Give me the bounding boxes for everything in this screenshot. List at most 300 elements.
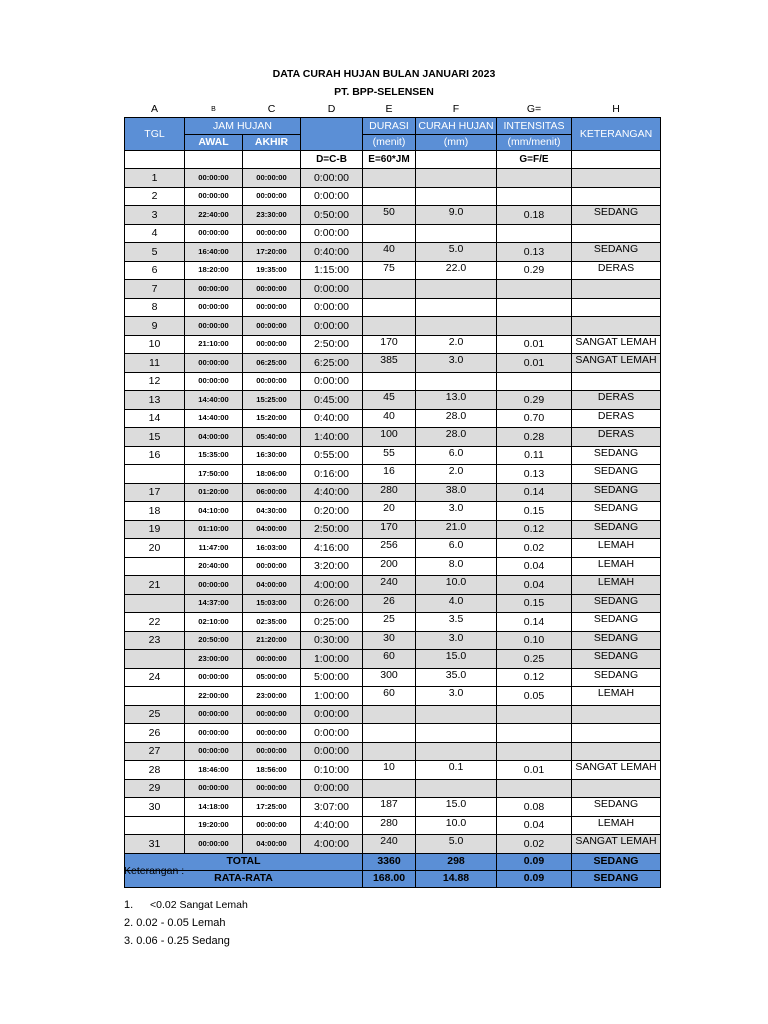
cell-durasi-jam: 0:00:00 [301, 169, 363, 188]
cell-akhir: 15:20:00 [243, 409, 301, 428]
cell-curah-hujan [416, 705, 497, 724]
header-curah-hujan: CURAH HUJAN [416, 118, 497, 135]
cell-durasi: 55 [363, 446, 416, 465]
cell-intensitas: 0.02 [497, 539, 572, 558]
legend-item-1-text: <0.02 Sangat Lemah [150, 899, 248, 911]
cell-akhir: 00:00:00 [243, 224, 301, 243]
cell-durasi: 187 [363, 798, 416, 817]
cell-keterangan: SEDANG [572, 446, 661, 465]
cell-intensitas [497, 779, 572, 798]
cell-curah-hujan: 9.0 [416, 206, 497, 225]
cell-durasi-jam: 5:00:00 [301, 668, 363, 687]
cell-curah-hujan: 15.0 [416, 650, 497, 669]
cell-akhir: 00:00:00 [243, 187, 301, 206]
cell-curah-hujan: 22.0 [416, 261, 497, 280]
total-keterangan: SEDANG [572, 853, 661, 870]
cell-intensitas: 0.01 [497, 354, 572, 373]
cell-durasi: 45 [363, 391, 416, 410]
cell-keterangan: SEDANG [572, 594, 661, 613]
cell-durasi: 26 [363, 594, 416, 613]
cell-awal: 00:00:00 [185, 224, 243, 243]
cell-curah-hujan: 2.0 [416, 465, 497, 484]
cell-keterangan: SEDANG [572, 502, 661, 521]
cell-durasi: 30 [363, 631, 416, 650]
legend-item-2: 2. 0.02 - 0.05 Lemah [124, 917, 226, 929]
cell-tgl: 8 [125, 298, 185, 317]
cell-tgl [125, 687, 185, 706]
formula-row [125, 151, 661, 169]
table-row [125, 650, 661, 669]
cell-tgl: 11 [125, 354, 185, 373]
cell-awal: 00:00:00 [185, 354, 243, 373]
cell-tgl: 18 [125, 502, 185, 521]
cell-intensitas: 0.04 [497, 557, 572, 576]
cell-curah-hujan [416, 317, 497, 336]
total-row [125, 853, 661, 870]
cell-curah-hujan [416, 169, 497, 188]
cell-durasi-jam: 4:00:00 [301, 835, 363, 854]
cell-durasi-jam: 0:55:00 [301, 446, 363, 465]
cell-akhir: 00:00:00 [243, 779, 301, 798]
cell-tgl: 23 [125, 631, 185, 650]
header-blank [301, 118, 363, 135]
cell-durasi-jam: 0:00:00 [301, 187, 363, 206]
cell-tgl: 20 [125, 539, 185, 558]
cell-intensitas: 0.11 [497, 446, 572, 465]
column-letter: C [267, 103, 276, 116]
cell-intensitas: 0.01 [497, 335, 572, 354]
cell-awal: 00:00:00 [185, 169, 243, 188]
cell-durasi-jam: 4:40:00 [301, 483, 363, 502]
cell-curah-hujan: 15.0 [416, 798, 497, 817]
cell-awal: 11:47:00 [185, 539, 243, 558]
cell-durasi-jam: 0:00:00 [301, 724, 363, 743]
cell-awal: 22:00:00 [185, 687, 243, 706]
cell-intensitas: 0.08 [497, 798, 572, 817]
cell-awal: 16:40:00 [185, 243, 243, 262]
cell-keterangan: LEMAH [572, 687, 661, 706]
cell-akhir: 16:30:00 [243, 446, 301, 465]
cell-awal: 00:00:00 [185, 742, 243, 761]
cell-durasi: 20 [363, 502, 416, 521]
cell-awal: 20:50:00 [185, 631, 243, 650]
cell-tgl [125, 465, 185, 484]
cell-intensitas: 0.13 [497, 465, 572, 484]
cell-akhir: 00:00:00 [243, 335, 301, 354]
cell-curah-hujan [416, 280, 497, 299]
legend-heading: Keterangan : [124, 865, 185, 877]
cell-keterangan [572, 169, 661, 188]
cell-keterangan: SEDANG [572, 798, 661, 817]
cell-curah-hujan: 4.0 [416, 594, 497, 613]
cell-tgl: 13 [125, 391, 185, 410]
header-keterangan: KETERANGAN [572, 118, 661, 151]
cell-curah-hujan: 35.0 [416, 668, 497, 687]
cell-durasi [363, 317, 416, 336]
cell-durasi-jam: 0:25:00 [301, 613, 363, 632]
cell-curah-hujan: 6.0 [416, 446, 497, 465]
cell-durasi-jam: 0:00:00 [301, 705, 363, 724]
formula-d: D=C-B [301, 151, 363, 169]
cell-intensitas [497, 724, 572, 743]
column-letter: D [327, 103, 336, 116]
header-tgl: TGL [125, 118, 185, 151]
header-awal: AWAL [185, 135, 243, 151]
cell-tgl: 2 [125, 187, 185, 206]
cell-akhir: 06:25:00 [243, 354, 301, 373]
cell-keterangan: SEDANG [572, 668, 661, 687]
column-letter: B [211, 106, 216, 113]
cell-tgl: 22 [125, 613, 185, 632]
cell-intensitas [497, 705, 572, 724]
cell-curah-hujan [416, 187, 497, 206]
cell-keterangan [572, 705, 661, 724]
cell-curah-hujan: 10.0 [416, 576, 497, 595]
cell-akhir: 23:30:00 [243, 206, 301, 225]
cell-akhir: 21:20:00 [243, 631, 301, 650]
cell-awal: 01:10:00 [185, 520, 243, 539]
cell-curah-hujan: 5.0 [416, 835, 497, 854]
rainfall-table [124, 102, 661, 888]
total-label: TOTAL [125, 853, 363, 870]
table-row [125, 779, 661, 798]
header-intensitas: INTENSITAS [497, 118, 572, 135]
cell-curah-hujan: 2.0 [416, 335, 497, 354]
cell-awal: 22:40:00 [185, 206, 243, 225]
cell-keterangan [572, 224, 661, 243]
cell-durasi-jam: 0:40:00 [301, 409, 363, 428]
header-jam-hujan: JAM HUJAN [185, 118, 301, 135]
cell-awal: 14:40:00 [185, 391, 243, 410]
table-row [125, 483, 661, 502]
cell-durasi: 280 [363, 483, 416, 502]
header-blank [301, 135, 363, 151]
legend-item-3: 3. 0.06 - 0.25 Sedang [124, 935, 230, 947]
table-row [125, 798, 661, 817]
column-letters-row [125, 102, 661, 118]
cell-durasi-jam: 6:25:00 [301, 354, 363, 373]
table-row [125, 354, 661, 373]
cell-curah-hujan: 21.0 [416, 520, 497, 539]
cell-akhir: 00:00:00 [243, 280, 301, 299]
cell-curah-hujan: 13.0 [416, 391, 497, 410]
cell-keterangan: SANGAT LEMAH [572, 354, 661, 373]
cell-akhir: 23:00:00 [243, 687, 301, 706]
cell-akhir: 15:03:00 [243, 594, 301, 613]
formula-blank [185, 151, 243, 169]
table-row [125, 169, 661, 188]
cell-tgl: 3 [125, 206, 185, 225]
cell-curah-hujan: 3.0 [416, 354, 497, 373]
cell-curah-hujan [416, 724, 497, 743]
cell-awal: 01:20:00 [185, 483, 243, 502]
cell-akhir: 04:00:00 [243, 835, 301, 854]
cell-akhir: 05:40:00 [243, 428, 301, 447]
cell-awal: 18:46:00 [185, 761, 243, 780]
cell-awal: 19:20:00 [185, 816, 243, 835]
cell-intensitas [497, 280, 572, 299]
table-row [125, 206, 661, 225]
cell-akhir: 00:00:00 [243, 557, 301, 576]
cell-awal: 18:20:00 [185, 261, 243, 280]
cell-keterangan [572, 317, 661, 336]
cell-akhir: 02:35:00 [243, 613, 301, 632]
cell-intensitas: 0.04 [497, 816, 572, 835]
cell-durasi: 100 [363, 428, 416, 447]
cell-durasi-jam: 1:00:00 [301, 650, 363, 669]
cell-akhir: 00:00:00 [243, 372, 301, 391]
cell-intensitas [497, 317, 572, 336]
table-row [125, 557, 661, 576]
cell-durasi: 60 [363, 650, 416, 669]
table-row [125, 594, 661, 613]
cell-akhir: 04:00:00 [243, 576, 301, 595]
cell-awal: 21:10:00 [185, 335, 243, 354]
cell-durasi: 40 [363, 409, 416, 428]
table-row [125, 576, 661, 595]
cell-tgl: 26 [125, 724, 185, 743]
table-row [125, 446, 661, 465]
cell-durasi [363, 280, 416, 299]
cell-keterangan: LEMAH [572, 557, 661, 576]
cell-durasi-jam: 0:00:00 [301, 317, 363, 336]
cell-durasi: 16 [363, 465, 416, 484]
cell-durasi-jam: 0:16:00 [301, 465, 363, 484]
cell-intensitas [497, 224, 572, 243]
cell-keterangan [572, 742, 661, 761]
cell-keterangan: SEDANG [572, 520, 661, 539]
cell-intensitas: 0.15 [497, 594, 572, 613]
cell-keterangan: SEDANG [572, 631, 661, 650]
total-intensitas: 0.09 [497, 853, 572, 870]
table-row [125, 298, 661, 317]
cell-tgl: 19 [125, 520, 185, 539]
header-durasi-unit: (menit) [363, 135, 416, 151]
cell-awal: 00:00:00 [185, 779, 243, 798]
table-row [125, 372, 661, 391]
cell-durasi-jam: 0:50:00 [301, 206, 363, 225]
cell-tgl: 7 [125, 280, 185, 299]
average-durasi: 168.00 [363, 870, 416, 887]
cell-intensitas: 0.28 [497, 428, 572, 447]
cell-curah-hujan [416, 372, 497, 391]
table-row [125, 187, 661, 206]
cell-durasi [363, 169, 416, 188]
total-curah: 298 [416, 853, 497, 870]
table-row [125, 409, 661, 428]
cell-intensitas: 0.29 [497, 261, 572, 280]
cell-curah-hujan: 3.5 [416, 613, 497, 632]
cell-akhir: 00:00:00 [243, 650, 301, 669]
cell-tgl: 14 [125, 409, 185, 428]
cell-durasi-jam: 3:20:00 [301, 557, 363, 576]
cell-intensitas [497, 372, 572, 391]
table-row [125, 687, 661, 706]
cell-akhir: 00:00:00 [243, 169, 301, 188]
header-row [125, 118, 661, 135]
document-title: DATA CURAH HUJAN BULAN JANUARI 2023 [272, 68, 496, 80]
cell-intensitas [497, 187, 572, 206]
average-intensitas: 0.09 [497, 870, 572, 887]
data-rows [125, 169, 661, 854]
table-row [125, 613, 661, 632]
cell-durasi: 240 [363, 835, 416, 854]
cell-durasi [363, 224, 416, 243]
cell-intensitas: 0.02 [497, 835, 572, 854]
cell-tgl: 9 [125, 317, 185, 336]
cell-durasi: 50 [363, 206, 416, 225]
cell-durasi: 25 [363, 613, 416, 632]
header-durasi: DURASI [363, 118, 416, 135]
cell-intensitas [497, 298, 572, 317]
cell-curah-hujan [416, 298, 497, 317]
cell-curah-hujan: 28.0 [416, 409, 497, 428]
cell-durasi [363, 372, 416, 391]
cell-durasi-jam: 4:16:00 [301, 539, 363, 558]
cell-durasi [363, 724, 416, 743]
cell-curah-hujan [416, 742, 497, 761]
cell-durasi-jam: 0:30:00 [301, 631, 363, 650]
table-row [125, 761, 661, 780]
cell-durasi-jam: 4:40:00 [301, 816, 363, 835]
cell-keterangan: SANGAT LEMAH [572, 335, 661, 354]
cell-awal: 14:37:00 [185, 594, 243, 613]
cell-tgl [125, 816, 185, 835]
column-letter: G= [526, 103, 542, 116]
cell-awal: 15:35:00 [185, 446, 243, 465]
cell-tgl: 30 [125, 798, 185, 817]
cell-tgl: 5 [125, 243, 185, 262]
cell-tgl [125, 650, 185, 669]
cell-curah-hujan [416, 779, 497, 798]
average-curah: 14.88 [416, 870, 497, 887]
cell-intensitas [497, 742, 572, 761]
cell-durasi-jam: 0:00:00 [301, 298, 363, 317]
cell-keterangan [572, 724, 661, 743]
table-row [125, 391, 661, 410]
cell-tgl: 25 [125, 705, 185, 724]
cell-keterangan: SANGAT LEMAH [572, 835, 661, 854]
cell-intensitas: 0.04 [497, 576, 572, 595]
table-row [125, 724, 661, 743]
cell-durasi: 300 [363, 668, 416, 687]
cell-durasi: 170 [363, 520, 416, 539]
table-row [125, 539, 661, 558]
cell-awal: 00:00:00 [185, 668, 243, 687]
cell-keterangan [572, 280, 661, 299]
cell-awal: 00:00:00 [185, 187, 243, 206]
cell-intensitas [497, 169, 572, 188]
cell-awal: 23:00:00 [185, 650, 243, 669]
cell-intensitas: 0.29 [497, 391, 572, 410]
cell-akhir: 17:25:00 [243, 798, 301, 817]
cell-akhir: 00:00:00 [243, 816, 301, 835]
cell-tgl: 21 [125, 576, 185, 595]
cell-tgl: 31 [125, 835, 185, 854]
cell-durasi-jam: 1:15:00 [301, 261, 363, 280]
cell-tgl: 16 [125, 446, 185, 465]
cell-intensitas: 0.70 [497, 409, 572, 428]
table-row [125, 631, 661, 650]
cell-awal: 00:00:00 [185, 576, 243, 595]
cell-akhir: 00:00:00 [243, 298, 301, 317]
cell-curah-hujan [416, 224, 497, 243]
cell-keterangan: SEDANG [572, 650, 661, 669]
table-row [125, 465, 661, 484]
table-row [125, 224, 661, 243]
cell-akhir: 06:00:00 [243, 483, 301, 502]
cell-tgl: 17 [125, 483, 185, 502]
table-row [125, 705, 661, 724]
cell-durasi-jam: 0:26:00 [301, 594, 363, 613]
column-letter: A [150, 103, 158, 116]
cell-curah-hujan: 28.0 [416, 428, 497, 447]
cell-curah-hujan: 8.0 [416, 557, 497, 576]
cell-keterangan [572, 187, 661, 206]
cell-durasi-jam: 1:00:00 [301, 687, 363, 706]
cell-akhir: 04:00:00 [243, 520, 301, 539]
cell-curah-hujan: 3.0 [416, 631, 497, 650]
column-letter: H [612, 103, 620, 116]
average-keterangan: SEDANG [572, 870, 661, 887]
legend-item-1-number: 1. [124, 899, 134, 911]
cell-tgl: 24 [125, 668, 185, 687]
cell-akhir: 17:20:00 [243, 243, 301, 262]
cell-awal: 00:00:00 [185, 298, 243, 317]
cell-tgl: 6 [125, 261, 185, 280]
cell-keterangan: DERAS [572, 261, 661, 280]
cell-keterangan [572, 298, 661, 317]
header-curah-unit: (mm) [416, 135, 497, 151]
cell-keterangan [572, 372, 661, 391]
table-row [125, 261, 661, 280]
cell-durasi [363, 705, 416, 724]
cell-awal: 17:50:00 [185, 465, 243, 484]
cell-awal: 00:00:00 [185, 705, 243, 724]
cell-durasi [363, 187, 416, 206]
cell-keterangan: LEMAH [572, 539, 661, 558]
cell-tgl: 27 [125, 742, 185, 761]
cell-durasi: 75 [363, 261, 416, 280]
table-row [125, 428, 661, 447]
cell-keterangan: SEDANG [572, 613, 661, 632]
cell-akhir: 00:00:00 [243, 724, 301, 743]
cell-durasi-jam: 2:50:00 [301, 335, 363, 354]
header-intensitas-unit: (mm/menit) [497, 135, 572, 151]
cell-akhir: 18:06:00 [243, 465, 301, 484]
cell-durasi-jam: 0:00:00 [301, 372, 363, 391]
cell-durasi-jam: 0:00:00 [301, 224, 363, 243]
cell-durasi-jam: 2:50:00 [301, 520, 363, 539]
cell-keterangan: DERAS [572, 409, 661, 428]
table-row [125, 335, 661, 354]
table-row [125, 520, 661, 539]
cell-curah-hujan: 10.0 [416, 816, 497, 835]
cell-durasi-jam: 0:40:00 [301, 243, 363, 262]
cell-intensitas: 0.14 [497, 613, 572, 632]
cell-akhir: 04:30:00 [243, 502, 301, 521]
table-row [125, 317, 661, 336]
formula-g: G=F/E [497, 151, 572, 169]
cell-intensitas: 0.15 [497, 502, 572, 521]
formula-blank [416, 151, 497, 169]
cell-intensitas: 0.13 [497, 243, 572, 262]
legend-item-1 [124, 899, 248, 911]
cell-keterangan: DERAS [572, 391, 661, 410]
cell-intensitas: 0.10 [497, 631, 572, 650]
formula-blank [243, 151, 301, 169]
table-row [125, 835, 661, 854]
